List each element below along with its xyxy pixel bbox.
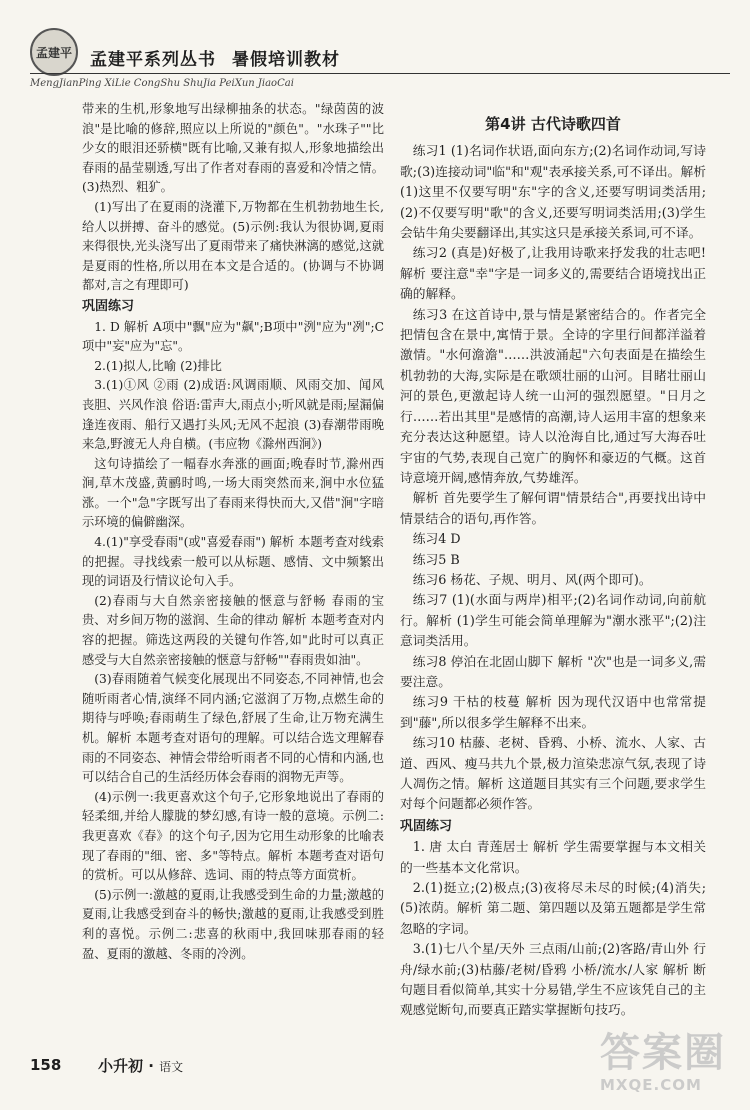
exercise-answer: 练习4 D	[412, 532, 461, 548]
answer-item: (3)春雨随着气候变化展现出不同姿态,不同神情,也会随听雨者心情,演绎不同内涵;它滋润了万物,点燃生命的期待与呼唤;春雨萌生了绿色,舒展了生命,让万物充满生机。解析 本题考查对语句的理解。可以结合选文理解春雨的不同姿态、神情会带给听雨者不同的心情和内涵,也可以结合自己的生活经历体会春雨的润物无声等。	[82, 672, 384, 785]
exercise-answer: 练习8 停泊在北固山脚下 解析 "次"也是一词多义,需要注意。	[400, 654, 706, 690]
exercise-answer: 练习5 B	[412, 552, 460, 568]
exercise-analysis: 解析 首先要学生了解何谓"情景结合",再要找出诗中情景结合的语句,再作答。	[400, 491, 706, 527]
footer-subject: 语文	[159, 1060, 184, 1074]
book-name: 暑假培训教材	[232, 50, 340, 70]
page-header	[0, 0, 750, 92]
answer-item: (4)示例一:我更喜欢这个句子,它形象地说出了春雨的轻柔细,并给人朦胧的梦幻感,有诗一般的意境。示例二:我更喜欢《春》的这个句子,因为它用生动形象的比喻表现了春雨的"细、密、多"等特点。解析 本题考查对语句的赏析。可以从修辞、选词、雨的特点等方面赏析。	[82, 789, 384, 883]
page-footer	[30, 1055, 184, 1075]
answer-item: 1. D 解析 A项中"飘"应为"飙";B项中"洌"应为"冽";C项中"妄"应为"忘"。	[82, 319, 384, 354]
answer-item: 4.(1)"享受春雨"(或"喜爱春雨") 解析 本题考查对线索的把握。寻找线索一般可以从标题、感情、文中频繁出现的词语及行情议论句入手。	[82, 535, 384, 589]
section-heading: 巩固练习	[400, 818, 453, 834]
footer-book: 小升初	[98, 1057, 144, 1075]
watermark	[600, 1030, 740, 1098]
page-number: 158	[30, 1056, 62, 1074]
watermark-text: 答案圈	[600, 1030, 726, 1076]
watermark-url: MXQE.COM	[600, 1076, 702, 1094]
exercise-answer: 练习7 (1)(水面与两岸)相平;(2)名词作动词,向前航行。解析 (1)学生可能会简单理解为"潮水涨平";(2)注意词类活用。	[400, 593, 706, 650]
answer-item: 2.(1)挺立;(2)极点;(3)夜将尽未尽的时候;(4)消失;(5)浓荫。解析 第二题、第四题以及第五题都是学生常忽略的字词。	[400, 881, 706, 937]
answer-item: (5)示例一:激越的夏雨,让我感受到生命的力量;激越的夏雨,让我感受到奋斗的畅快;激越的夏雨,让我感受到胜利的喜悦。示例二:悲喜的秋雨中,我回味那春雨的轻盈、夏雨的激越、冬雨的冷洌。	[82, 887, 384, 961]
lesson-title: 第4讲 古代诗歌四首	[485, 115, 621, 133]
answer-item: (2)春雨与大自然亲密接触的惬意与舒畅 春雨的宝贵、对乡间万物的滋润、生命的律动 解析 本题考查对内容的把握。筛选这两段的关键句作答,如"此时可以真正感受与大自然亲密接触的惬意与舒畅""春雨贵如油"。	[82, 593, 384, 667]
section-heading: 巩固练习	[82, 298, 135, 314]
exercise-answer: 练习2 (真是)好极了,让我用诗歌来抒发我的壮志吧! 解析 要注意"幸"字是一词多义的,需要结合语境找出正确的解释。	[400, 246, 706, 303]
answer-item: 1. 唐 太白 青莲居士 解析 学生需要掌握与本文相关的一些基本文化常识。	[400, 840, 706, 876]
exercise-answer: 练习9 干枯的枝蔓 解析 因为现代汉语中也常常提到"藤",所以很多学生解释不出来。	[400, 695, 706, 731]
answer-item: 2.(1)拟人,比喻 (2)排比	[94, 358, 222, 373]
right-column	[400, 100, 706, 1022]
exercise-answer: 练习6 杨花、子规、明月、风(两个即可)。	[412, 572, 652, 588]
exercise-answer: 练习10 枯藤、老树、昏鸦、小桥、流水、人家、古道、西风、瘦马共九个景,极力渲染悲凉气氛,表现了诗人凋伤之情。解析 这道题目其实有三个问题,要求学生对每个问题都必须作答。	[400, 736, 706, 813]
header-rule	[30, 73, 730, 74]
footer-title: 小升初 · 语文	[98, 1057, 184, 1075]
header-pinyin: MengJianPing XiLie CongShu ShuJia PeiXun JiaoCai	[30, 78, 294, 89]
answer-item: 3.(1)七八个星/天外 三点雨/山前;(2)客路/青山外 行舟/绿水前;(3)枯藤/老树/昏鸦 小桥/流水/人家 解析 断句题目看似简单,其实十分易错,学生不应该凭自己的主观感觉断句,而要真正踏实掌握断句技巧。	[400, 942, 706, 1019]
paragraph: 带来的生机,形象地写出绿柳抽条的状态。"绿茵茵的波浪"是比喻的修辞,照应以上所说的"颜色"。"水珠子""比少女的眼泪还骄横"既有比喻,又兼有拟人,形象地描绘出春雨的晶莹剔透,写出了作者对春雨的喜爱和冷情之情。(3)热烈、粗犷。	[82, 102, 384, 195]
paragraph: (1)写出了在夏雨的浇灌下,万物都在生机勃勃地生长,给人以拼搏、奋斗的感觉。(5)示例:我认为很协调,夏雨来得很快,光头浇写出了夏雨带来了痛快淋漓的感觉,这就是夏雨的性格,所以用在本文是合适的。(协调与不协调都对,言之有理即可)	[82, 199, 384, 293]
left-column	[82, 100, 384, 964]
series-name: 孟建平系列丛书	[90, 50, 216, 70]
answer-item: 3.(1)①风 ②雨 (2)成语:风调雨顺、风雨交加、闻风丧胆、兴风作浪 俗语:雷声大,雨点小;听风就是雨;屋漏偏逢连夜雨、船行又遇打头风;无风不起浪 (3)春潮带雨晚来急,野渡无人舟自横。(韦应物《滁州西涧》)	[82, 378, 384, 452]
paragraph: 这句诗描绘了一幅春水奔涨的画面;晚春时节,滁州西涧,草木茂盛,黄鹂时鸣,一场大雨突然而来,涧中水位猛涨。一个"急"字既写出了春雨来得快而大,又借"涧"字暗示环境的偏僻幽深。	[82, 456, 384, 530]
exercise-answer: 练习3 在这首诗中,景与情是紧密结合的。作者完全把情包含在景中,寓情于景。全诗的字里行间都洋溢着激情。"水何澹澹"……洪波涌起"六句表面是在描绘生机勃勃的大海,实际是在歌颂壮丽的山河。目睹壮丽山河的景色,更激起诗人统一山河的强烈愿望。"日月之行……若出其里"是感情的高潮,诗人运用丰富的想象来充分表达这种愿望。诗人以沧海自比,通过写大海吞吐宇宙的气势,表现自己宽广的胸怀和豪迈的气概。这首诗意境开阔,感情奔放,气势雄浑。	[400, 307, 706, 486]
logo-text: 孟建平	[35, 45, 72, 60]
exercise-answer: 练习1 (1)名词作状语,面向东方;(2)名词作动词,写诗歌;(3)连接动词"临"和"观"表承接关系,可不译出。解析 (1)这里不仅要写明"东"字的含义,还要写明词类活用;(2)不仅要写明"歌"的含义,还要写明词类活用;(3)学生会钻牛角尖要翻译出,其实这只是承接关系词,可不译。	[400, 144, 706, 242]
publisher-logo	[30, 28, 78, 76]
